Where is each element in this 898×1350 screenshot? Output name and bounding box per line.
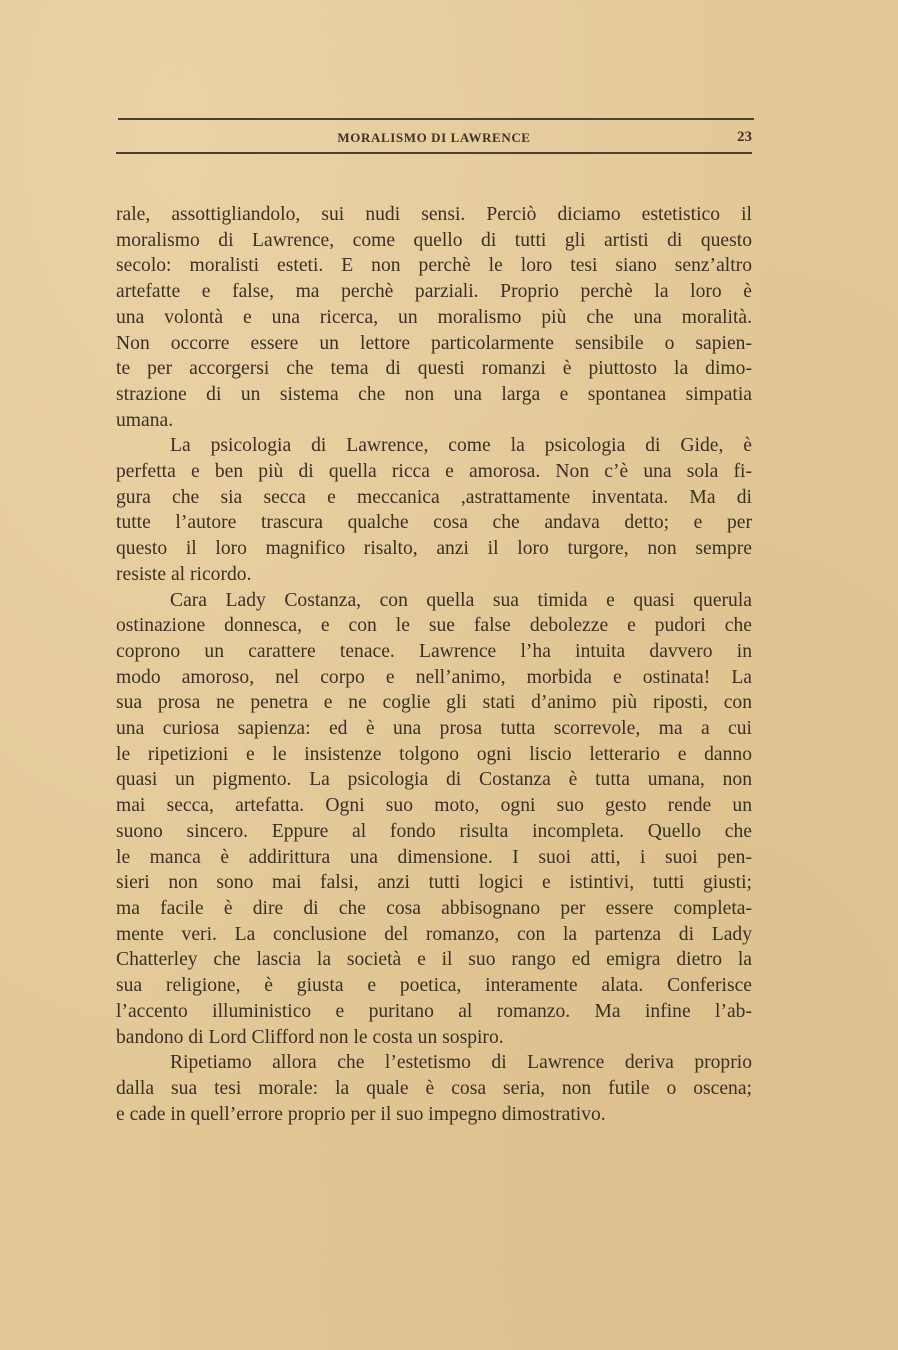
text-line: ma facile è dire di che cosa abbisognano per essere completa- [116,897,752,919]
text-line: resiste al ricordo. [116,563,252,585]
text-line: umana. [116,409,174,431]
text-line: modo amoroso, nel corpo e nell’animo, morbida e ostinata! La [116,666,752,688]
text-line: sua religione, è giusta e poetica, interamente alata. Conferisce [116,975,752,997]
text-line: te per accorgersi che tema di questi romanzi è piuttosto la dimo- [116,358,752,380]
text-line: Cara Lady Costanza, con quella sua timida e quasi querula [170,589,752,611]
text-line: secolo: moralisti esteti. E non perchè le loro tesi siano senz’altro [116,255,752,277]
text-line: sua prosa ne penetra e ne coglie gli stati d’animo più riposti, con [116,692,752,714]
text-line: suono sincero. Eppure al fondo risulta incompleta. Quello che [116,820,752,842]
text-line: tutte l’autore trascura qualche cosa che andava detto; e per [116,512,752,534]
text-line: Non occorre essere un lettore particolarmente sensibile o sapien- [116,332,752,354]
text-line: una curiosa sapienza: ed è una prosa tutta scorrevole, ma a cui [116,718,752,740]
text-line: La psicologia di Lawrence, come la psicologia di Gide, è [170,435,752,457]
text-line: artefatte e false, ma perchè parziali. Proprio perchè la loro è [116,281,752,303]
page-number: 23 [737,129,752,145]
book-page [116,118,752,1127]
text-line: gura che sia secca e meccanica ,astrattamente inventata. Ma di [116,486,752,508]
text-line: e cade in quell’errore proprio per il suo impegno dimostrativo. [116,1103,606,1125]
text-line: dalla sua tesi morale: la quale è cosa seria, non futile o oscena; [116,1077,752,1099]
page-header [116,120,752,152]
paragraph [116,433,752,587]
body-text [116,202,752,1127]
text-line: strazione di un sistema che non una larga e spontanea simpatia [116,383,752,405]
text-line: le manca è addirittura una dimensione. I suoi atti, i suoi pen- [116,846,752,868]
text-line: mai secca, artefatta. Ogni suo moto, ogni suo gesto rende un [116,795,752,817]
text-line: l’accento illuministico e puritano al romanzo. Ma infine l’ab- [116,1000,752,1022]
text-line: quasi un pigmento. La psicologia di Costanza è tutta umana, non [116,769,752,791]
paragraph [116,588,752,1051]
text-line: Ripetiamo allora che l’estetismo di Lawrence deriva proprio [170,1052,752,1074]
text-line: mente veri. La conclusione del romanzo, con la partenza di Lady [116,923,752,945]
text-line: coprono un carattere tenace. Lawrence l’ha intuita davvero in [116,640,752,662]
text-line: perfetta e ben più di quella ricca e amorosa. Non c’è una sola fi- [116,461,752,483]
running-title: MORALISMO DI LAWRENCE [337,130,531,145]
text-line: rale, assottigliandolo, sui nudi sensi. Perciò diciamo estetistico il [116,204,752,225]
text-line: moralismo di Lawrence, come quello di tutti gli artisti di questo [116,229,752,251]
paragraph [116,202,752,433]
text-line: bandono di Lord Clifford non le costa un sospiro. [116,1026,504,1048]
paragraph [116,1050,752,1127]
text-line: sieri non sono mai falsi, anzi tutti logici e istintivi, tutti giusti; [116,872,752,894]
text-line: Chatterley che lascia la società e il suo rango ed emigra dietro la [116,949,752,971]
text-line: questo il loro magnifico risalto, anzi il loro turgore, non sempre [116,538,752,560]
header-bottom-rule [116,152,752,154]
text-line: una volontà e una ricerca, un moralismo più che una moralità. [116,306,752,328]
text-line: ostinazione donnesca, e con le sue false debolezze e pudori che [116,615,752,637]
text-line: le ripetizioni e le insistenze tolgono ogni liscio letterario e danno [116,743,752,765]
